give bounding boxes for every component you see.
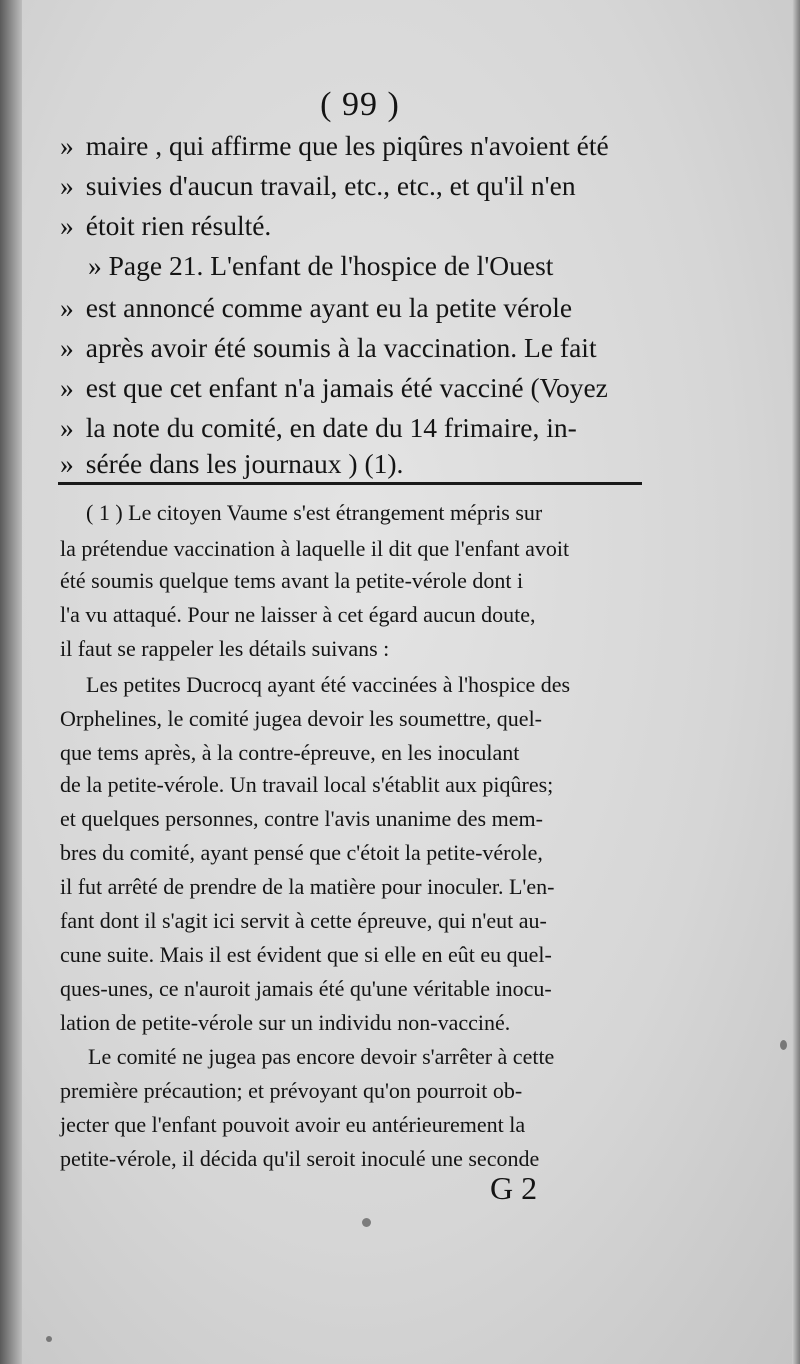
main-line-8 (60, 412, 645, 444)
main-line-9 (60, 448, 645, 480)
footnote-line-9: de la petite-vérole. Un travail local s'établit aux piqûres; (60, 772, 554, 797)
main-line-text: la note du comité, en date du 14 frimaire, in- (85, 412, 577, 443)
quote-mark: » (60, 448, 74, 479)
quote-mark: » (60, 412, 74, 443)
footnote-line-6: Les petites Ducrocq ayant été vaccinées à l'hospice des (86, 672, 571, 697)
main-line-text: après avoir été soumis à la vaccination. Le fait (85, 332, 597, 363)
footnote-line-10: et quelques personnes, contre l'avis unanime des mem- (60, 806, 543, 831)
main-line-2 (60, 170, 645, 202)
footnote-line-15: ques-unes, ce n'auroit jamais été qu'une véritable inocu- (60, 976, 552, 1001)
footnote-line-16: lation de petite-vérole sur un individu non-vacciné. (60, 1010, 511, 1035)
page-edge-shadow (792, 0, 800, 1364)
ink-spot (780, 1040, 787, 1050)
footnote-line-11: bres du comité, ayant pensé que c'étoit la petite-vérole, (60, 840, 543, 865)
footnote-line-1: ( 1 ) Le citoyen Vaume s'est étrangement mépris sur (86, 500, 543, 525)
footnote-line-4: l'a vu attaqué. Pour ne laisser à cet égard aucun doute, (60, 602, 536, 627)
main-line-text: suivies d'aucun travail, etc., etc., et qu'il n'en (85, 170, 576, 201)
main-line-text: est annoncé comme ayant eu la petite vérole (85, 292, 573, 323)
footnote-line-12: il fut arrêté de prendre de la matière pour inoculer. L'en- (60, 874, 555, 899)
quote-mark: » (60, 130, 74, 161)
quote-mark: » (60, 372, 74, 403)
footnote-line-17: Le comité ne jugea pas encore devoir s'arrêter à cette (88, 1044, 555, 1069)
footnote-line-18: première précaution; et prévoyant qu'on pourroit ob- (60, 1078, 523, 1103)
footnote-line-3: été soumis quelque tems avant la petite-vérole dont i (60, 568, 524, 593)
footnote-line-5: il faut se rappeler les détails suivans : (60, 636, 390, 661)
main-line-text: » Page 21. L'enfant de l'hospice de l'Ouest (88, 250, 554, 281)
footnote-separator-rule (58, 482, 642, 485)
main-line-text: est que cet enfant n'a jamais été vacciné (Voyez (85, 372, 608, 403)
ink-spot (362, 1218, 371, 1227)
quote-mark: » (60, 292, 74, 323)
main-line-text: étoit rien résulté. (85, 210, 272, 241)
main-line-6 (60, 332, 645, 364)
main-line-4 (88, 250, 553, 282)
main-line-7 (60, 372, 645, 404)
ink-spot (46, 1336, 52, 1342)
page-binding-shadow (0, 0, 22, 1364)
main-line-5 (60, 292, 645, 324)
footnote-line-19: jecter que l'enfant pouvoit avoir eu antérieurement la (60, 1112, 526, 1137)
main-line-text: sérée dans les journaux ) (1). (85, 448, 404, 479)
main-line-1 (60, 130, 645, 162)
footnote-line-8: que tems après, à la contre-épreuve, en les inoculant (60, 740, 520, 765)
footnote-line-7: Orphelines, le comité jugea devoir les soumettre, quel- (60, 706, 543, 731)
quote-mark: » (60, 332, 74, 363)
footnote-line-13: fant dont il s'agit ici servit à cette épreuve, qui n'eut au- (60, 908, 547, 933)
main-line-3 (60, 210, 645, 242)
footnote-line-20: petite-vérole, il décida qu'il seroit inoculé une seconde (60, 1146, 540, 1171)
signature-mark: G 2 (490, 1170, 538, 1206)
quote-mark: » (60, 170, 74, 201)
main-line-text: maire , qui affirme que les piqûres n'avoient été (85, 130, 609, 161)
footnote-line-14: cune suite. Mais il est évident que si elle en eût eu quel- (60, 942, 552, 967)
page-number: ( 99 ) (320, 86, 400, 123)
footnote-line-2: la prétendue vaccination à laquelle il dit que l'enfant avoit (60, 536, 570, 561)
quote-mark: » (60, 210, 74, 241)
